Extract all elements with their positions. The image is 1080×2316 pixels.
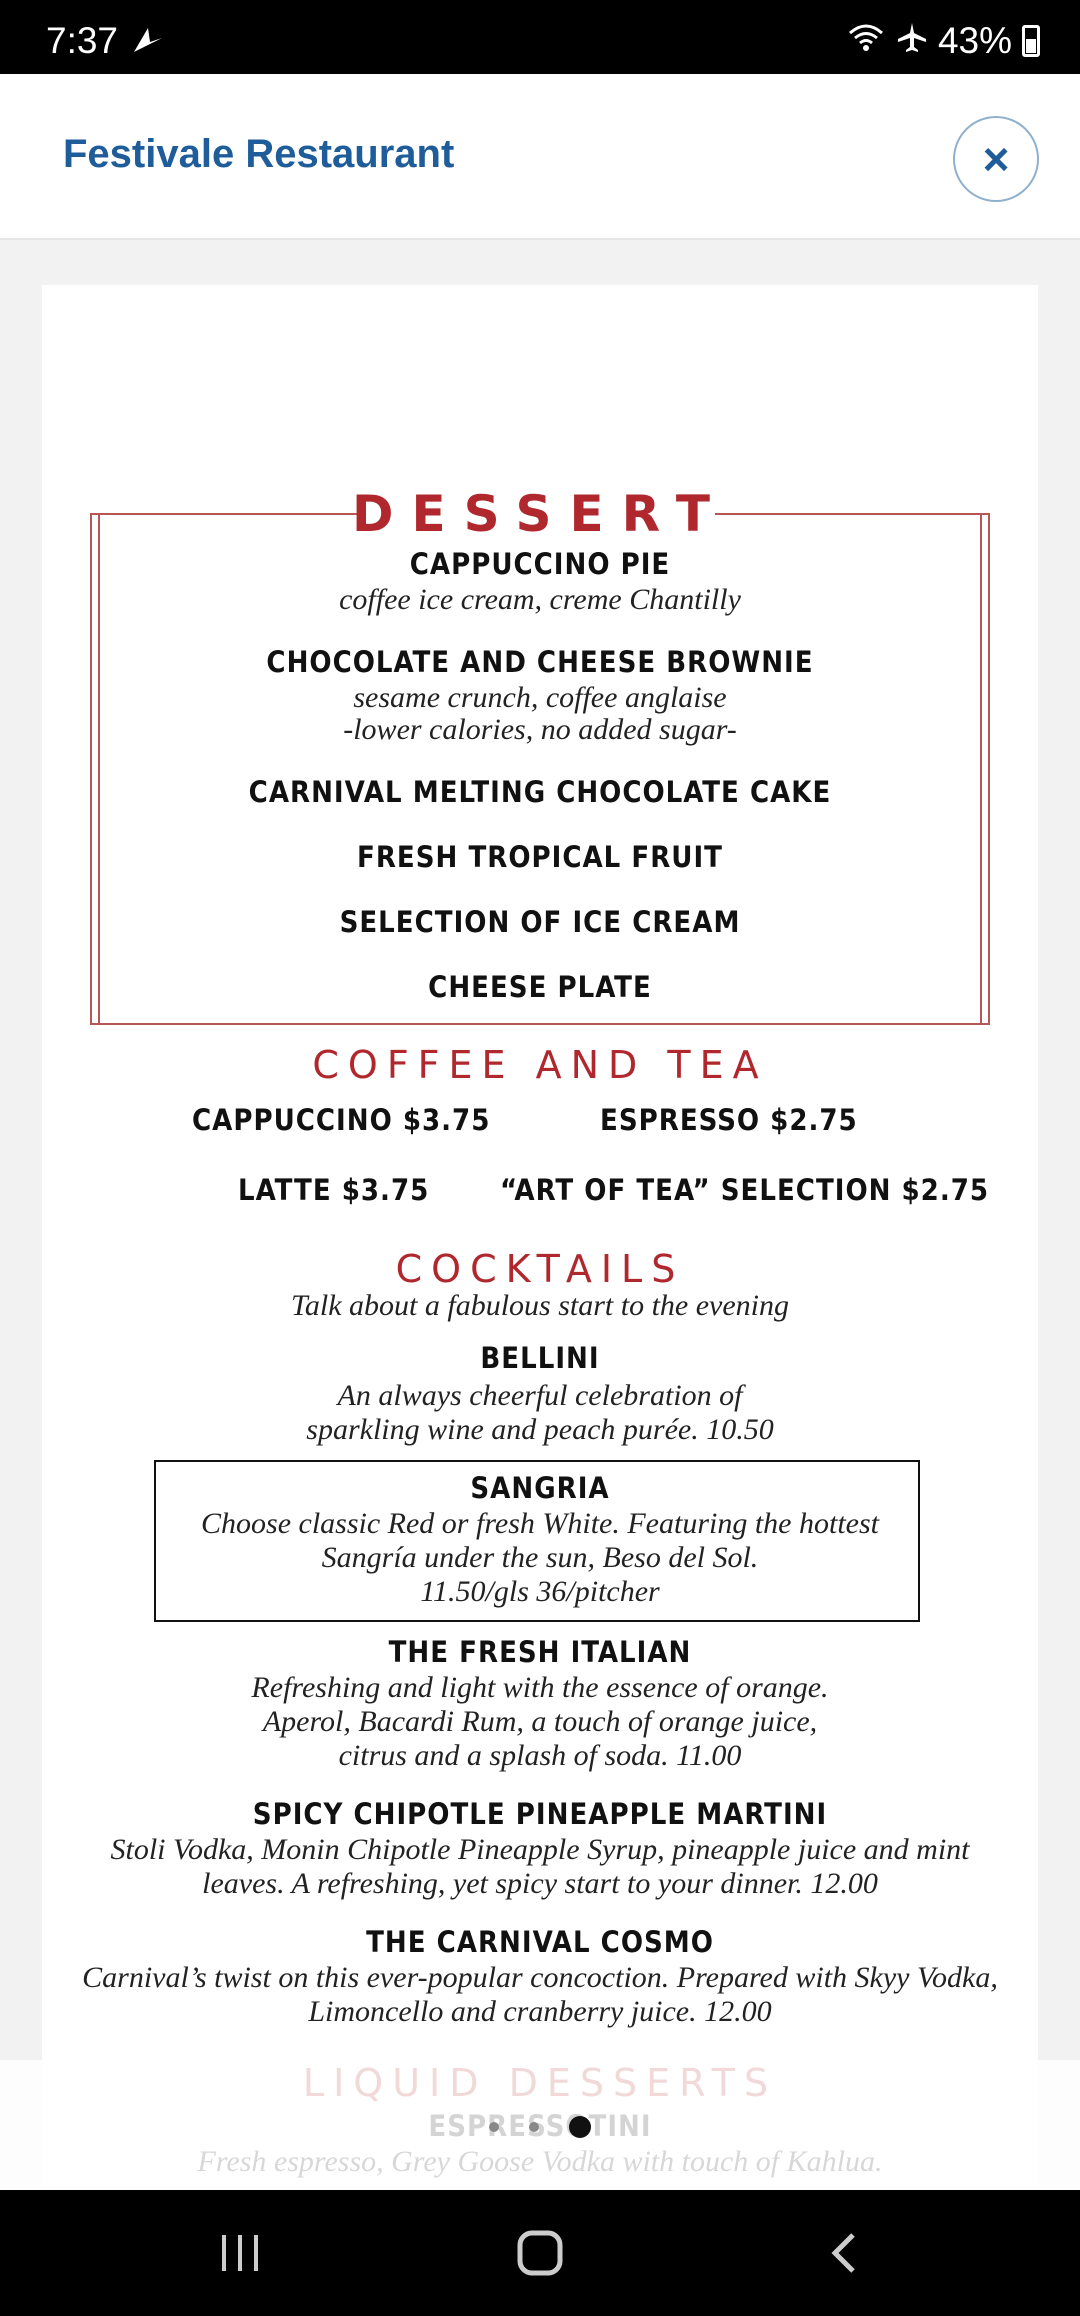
page-indicator[interactable] xyxy=(0,2116,1080,2138)
cocktail-desc: An always cheerful celebration of xyxy=(337,1379,743,1412)
location-icon xyxy=(130,24,166,61)
dessert-item-name: CHOCOLATE AND CHEESE BROWNIE xyxy=(266,645,814,679)
cocktail-desc: sparkling wine and peach purée. 10.50 xyxy=(306,1413,774,1446)
coffee-item: “ART OF TEA” SELECTION $2.75 xyxy=(500,1173,990,1207)
dessert-item-desc: coffee ice cream, creme Chantilly xyxy=(339,583,741,616)
status-time: 7:37 xyxy=(46,20,119,61)
cocktail-name: SPICY CHIPOTLE PINEAPPLE MARTINI xyxy=(252,1797,828,1831)
dessert-item-name: FRESH TROPICAL FRUIT xyxy=(357,840,723,874)
dessert-heading: DESSERT xyxy=(352,485,728,543)
coffee-item: ESPRESSO $2.75 xyxy=(600,1103,858,1137)
dessert-item-desc: sesame crunch, coffee anglaise xyxy=(353,681,727,714)
recent-apps-button[interactable] xyxy=(200,2218,280,2288)
cocktail-desc: citrus and a splash of soda. 11.00 xyxy=(338,1739,742,1772)
cocktail-desc: Aperol, Bacardi Rum, a touch of orange juice, xyxy=(262,1705,818,1738)
close-icon: × xyxy=(982,133,1010,185)
cocktail-name: BELLINI xyxy=(480,1341,600,1375)
coffee-heading: COFFEE AND TEA xyxy=(312,1043,768,1087)
cocktail-name: THE FRESH ITALIAN xyxy=(388,1635,692,1669)
cocktail-desc: Refreshing and light with the essence of orange. xyxy=(251,1671,829,1704)
menu-page xyxy=(42,285,1038,2185)
status-bar xyxy=(0,0,1080,74)
recent-apps-icon xyxy=(218,2233,262,2273)
cocktails-heading: COCKTAILS xyxy=(395,1247,685,1291)
cocktail-desc: Limoncello and cranberry juice. 12.00 xyxy=(308,1995,772,2028)
dessert-item-name: CAPPUCCINO PIE xyxy=(409,547,671,581)
menu-viewer[interactable] xyxy=(0,240,1080,2190)
wifi-icon xyxy=(846,20,886,62)
page-dot[interactable] xyxy=(529,2122,539,2132)
cocktail-desc: Sangría under the sun, Beso del Sol. xyxy=(321,1541,759,1574)
page-title: Festivale Restaurant xyxy=(63,132,455,176)
back-button[interactable] xyxy=(804,2218,884,2288)
close-button[interactable] xyxy=(953,116,1039,202)
battery-icon xyxy=(1022,25,1040,57)
dessert-item-name: CHEESE PLATE xyxy=(428,970,652,1004)
home-button[interactable] xyxy=(500,2218,580,2288)
dessert-item-name: CARNIVAL MELTING CHOCOLATE CAKE xyxy=(248,775,832,809)
airplane-icon xyxy=(896,20,928,62)
coffee-item: LATTE $3.75 xyxy=(238,1173,430,1207)
app-header xyxy=(0,74,1080,240)
cocktail-desc: Choose classic Red or fresh White. Featuring the hottest xyxy=(201,1507,879,1540)
cocktail-name: SANGRIA xyxy=(470,1471,610,1505)
cocktail-name: THE CARNIVAL COSMO xyxy=(366,1925,714,1959)
dessert-item-desc: -lower calories, no added sugar- xyxy=(343,713,737,746)
cocktail-desc: 11.50/gls 36/pitcher xyxy=(420,1575,660,1608)
home-icon xyxy=(516,2229,564,2277)
cocktail-desc: Carnival’s twist on this ever-popular concoction. Prepared with Skyy Vodka, xyxy=(82,1961,998,1994)
cocktails-tagline: Talk about a fabulous start to the evening xyxy=(290,1289,790,1322)
cocktail-desc: Stoli Vodka, Monin Chipotle Pineapple Syrup, pineapple juice and mint xyxy=(110,1833,970,1866)
page-dot-active[interactable] xyxy=(569,2116,591,2138)
back-icon xyxy=(829,2231,859,2275)
status-right xyxy=(846,20,1040,62)
system-nav-bar xyxy=(0,2190,1080,2316)
cocktail-desc: leaves. A refreshing, yet spicy start to your dinner. 12.00 xyxy=(202,1867,878,1900)
coffee-item: CAPPUCCINO $3.75 xyxy=(192,1103,491,1137)
battery-percent: 43% xyxy=(937,20,1012,61)
dessert-item-name: SELECTION OF ICE CREAM xyxy=(339,905,741,939)
page-dot[interactable] xyxy=(489,2122,499,2132)
